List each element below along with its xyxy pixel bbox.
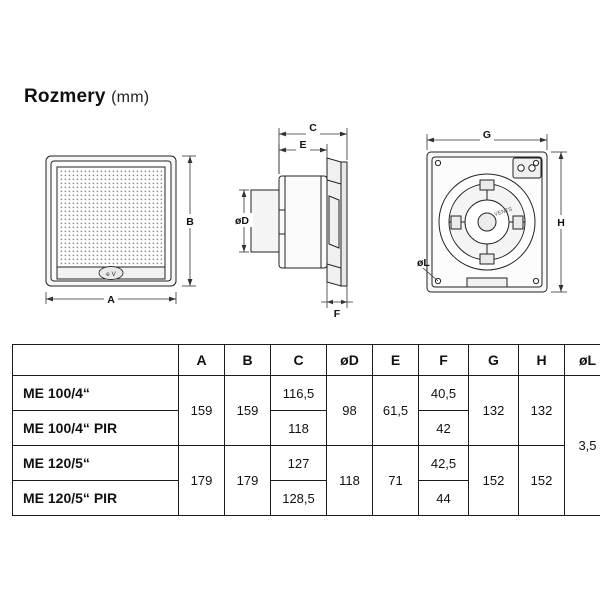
dimensions-table-wrap <box>12 344 597 516</box>
svg-text:VENTS: VENTS <box>493 206 514 218</box>
dimensions-table <box>12 344 600 516</box>
side-view-drawing <box>229 118 389 333</box>
cell-a-1: 159 <box>179 376 225 446</box>
drawings-group <box>14 118 586 333</box>
cell-g-3: 152 <box>469 446 519 516</box>
cell-b-3: 179 <box>225 446 271 516</box>
col-header-b: B <box>225 345 271 376</box>
cell-f-3: 42,5 <box>419 446 469 481</box>
cell-f-1: 40,5 <box>419 376 469 411</box>
page-title <box>24 86 149 108</box>
cell-c-3: 127 <box>271 446 327 481</box>
rear-view-label-h: H <box>557 217 565 229</box>
side-view-label-f: F <box>333 308 341 320</box>
row-model-3: ME 120/5“ <box>13 446 179 481</box>
cell-c-4: 128,5 <box>271 481 327 516</box>
row-model-1: ME 100/4“ <box>13 376 179 411</box>
front-view-label-a: A <box>107 294 115 306</box>
col-header-a: A <box>179 345 225 376</box>
cell-a-3: 179 <box>179 446 225 516</box>
table-header-row <box>13 345 600 376</box>
col-header-model <box>13 345 179 376</box>
col-header-e: E <box>373 345 419 376</box>
col-header-g: G <box>469 345 519 376</box>
table-row <box>13 446 600 481</box>
rear-view-label-l: øL <box>417 257 430 269</box>
page-title-unit: (mm) <box>111 89 150 106</box>
rear-view-drawing <box>409 118 584 333</box>
table-row <box>13 376 600 411</box>
cell-e-3: 71 <box>373 446 419 516</box>
col-header-c: C <box>271 345 327 376</box>
cell-d-3: 118 <box>327 446 373 516</box>
cell-e-1: 61,5 <box>373 376 419 446</box>
side-view-label-e: E <box>299 139 307 151</box>
cell-f-4: 44 <box>419 481 469 516</box>
cell-h-1: 132 <box>519 376 565 446</box>
cell-b-1: 159 <box>225 376 271 446</box>
cell-c-1: 116,5 <box>271 376 327 411</box>
front-view-label-b: B <box>186 216 194 228</box>
col-header-h: H <box>519 345 565 376</box>
cell-d-1: 98 <box>327 376 373 446</box>
svg-text:e V: e V <box>106 271 116 278</box>
side-view-label-c: C <box>309 122 317 134</box>
rear-view-label-g: G <box>482 129 492 141</box>
row-model-4: ME 120/5“ PIR <box>13 481 179 516</box>
col-header-d: øD <box>327 345 373 376</box>
cell-f-2: 42 <box>419 411 469 446</box>
col-header-l: øL <box>565 345 600 376</box>
page-title-text: Rozmery <box>24 86 106 107</box>
cell-g-1: 132 <box>469 376 519 446</box>
front-view-drawing <box>24 118 214 333</box>
cell-c-2: 118 <box>271 411 327 446</box>
side-view-label-d: øD <box>235 215 249 227</box>
col-header-f: F <box>419 345 469 376</box>
cell-l-all: 3,5 <box>565 376 600 516</box>
cell-h-3: 152 <box>519 446 565 516</box>
row-model-2: ME 100/4“ PIR <box>13 411 179 446</box>
